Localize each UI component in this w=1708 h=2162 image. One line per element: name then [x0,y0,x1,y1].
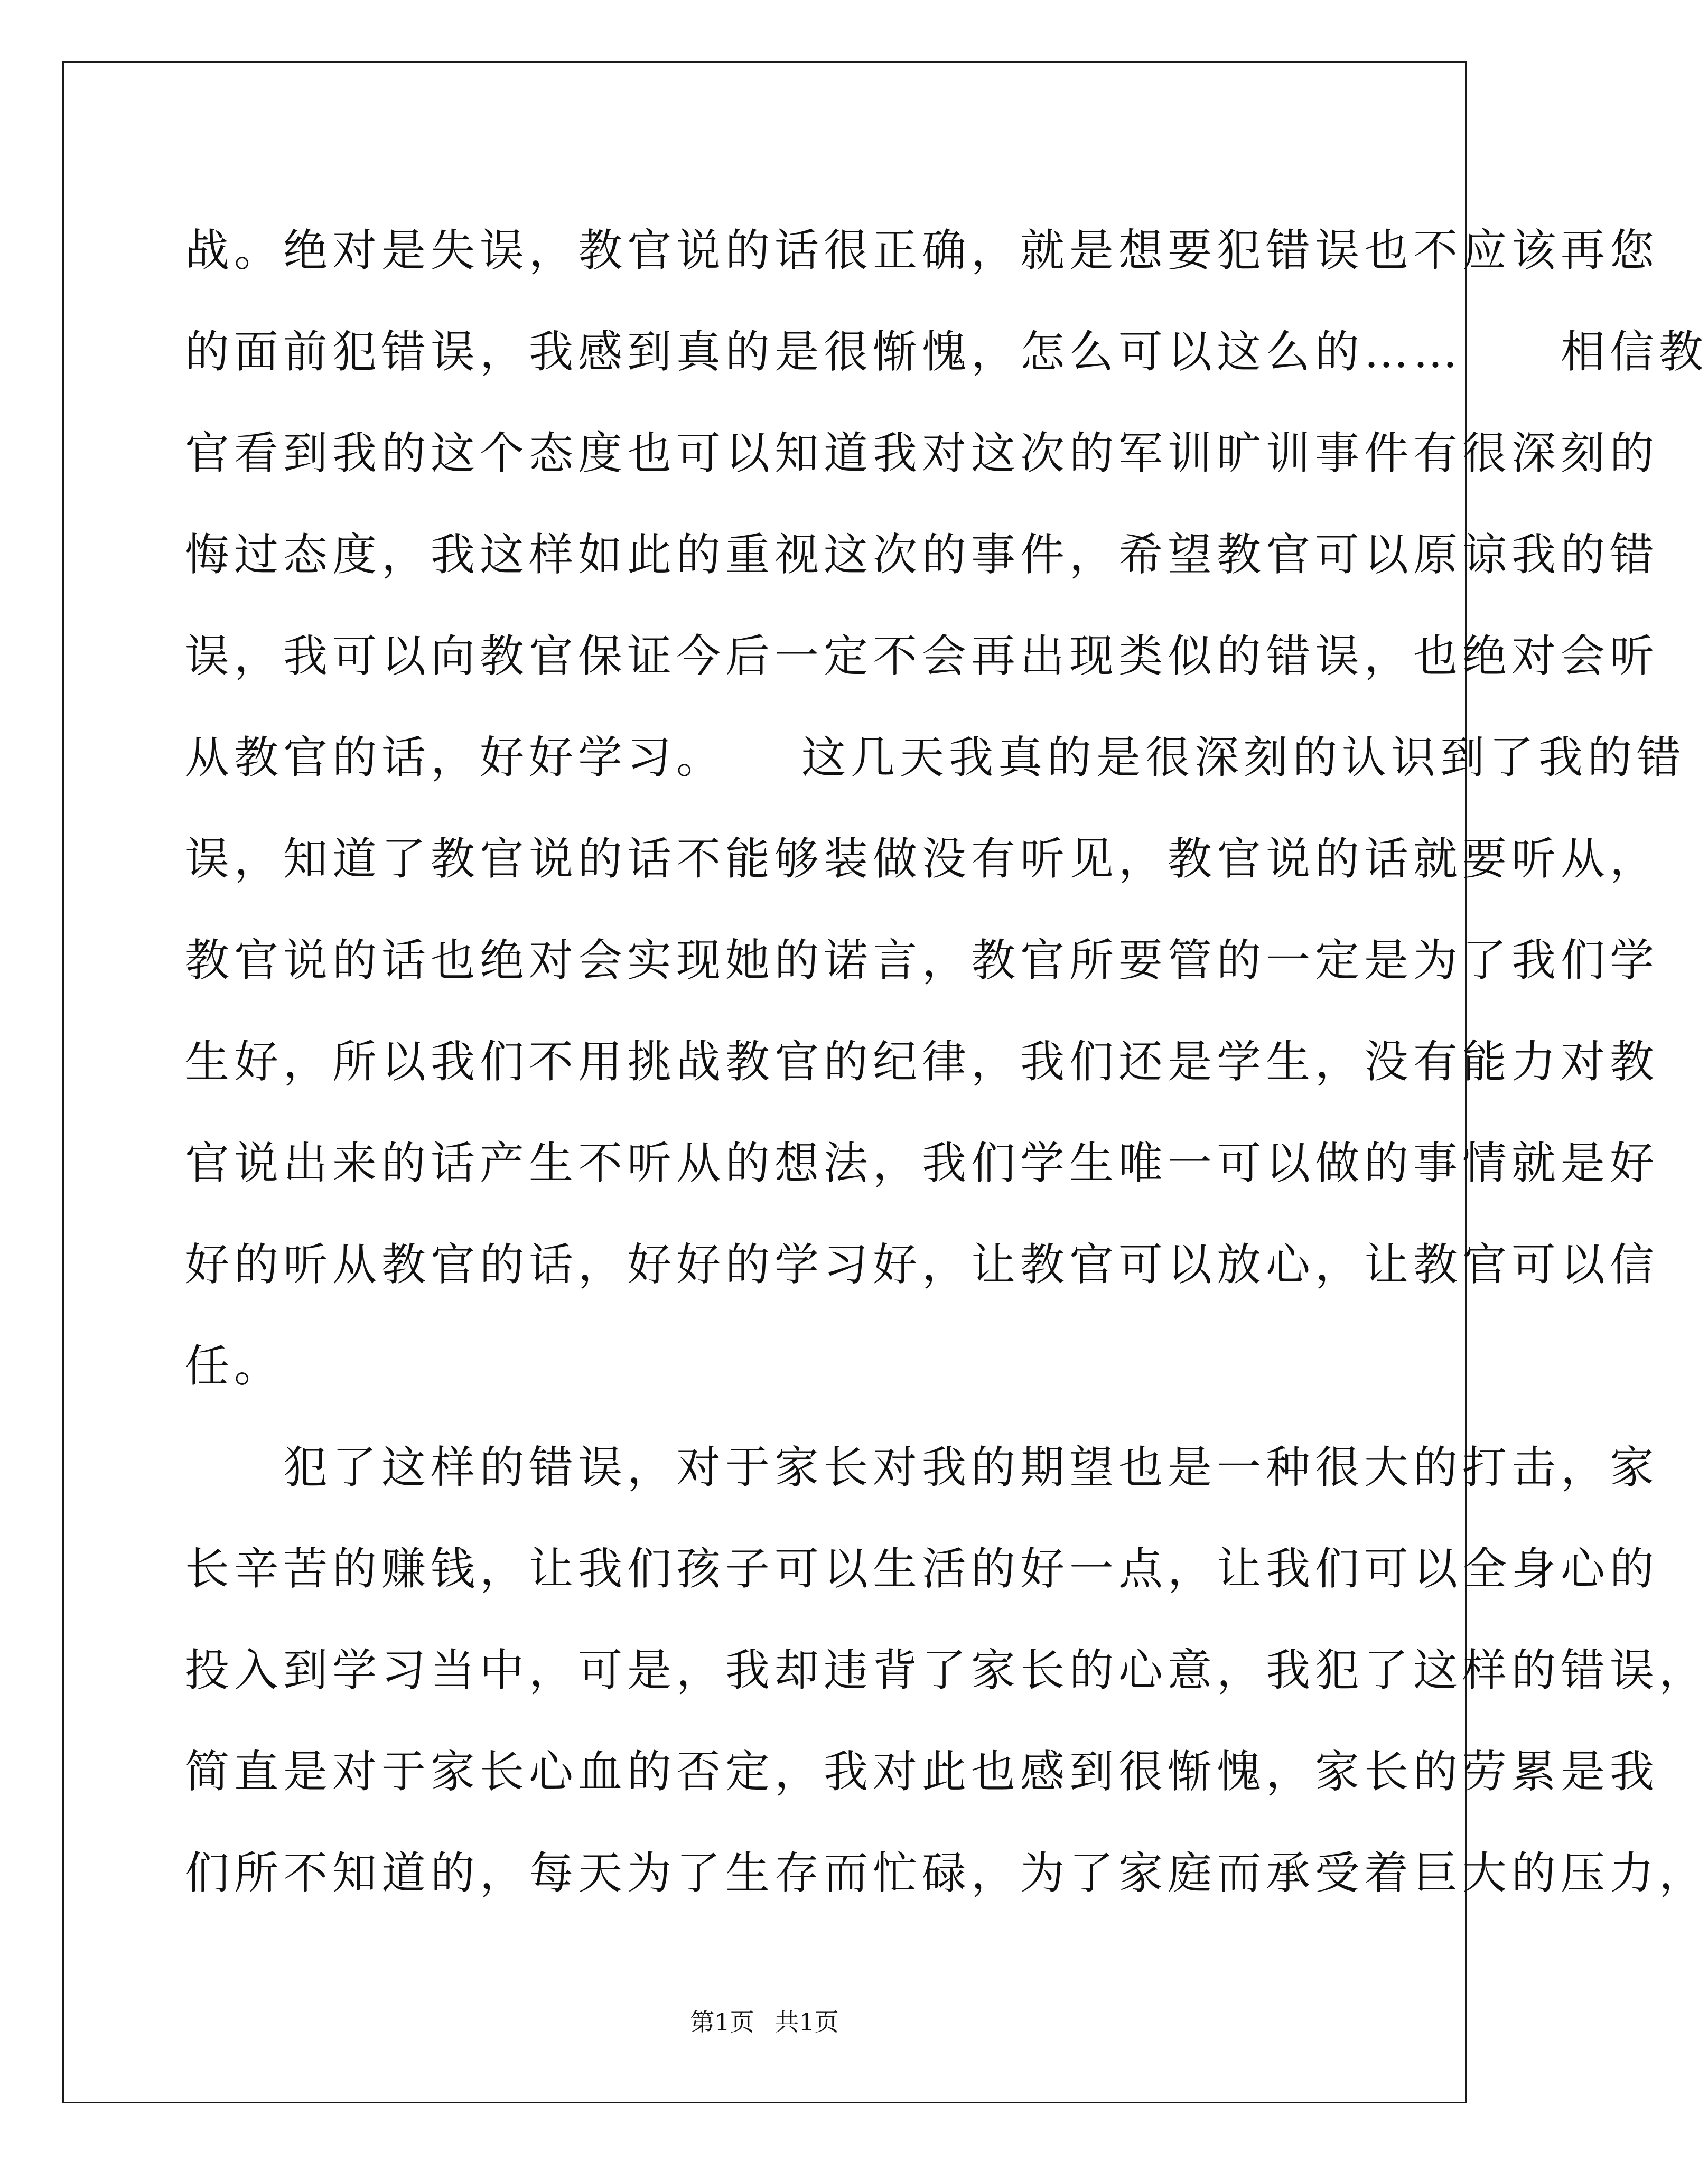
text-line: 误，知道了教官说的话不能够装做没有听见，教官说的话就要听从， [185,833,1659,885]
text-line: 好的听从教官的话，好好的学习好，让教官可以放心，让教官可以信 [185,1239,1659,1290]
text-line: 官看到我的这个态度也可以知道我对这次的军训旷训事件有很深刻的 [185,427,1659,479]
page-footer [0,2006,1529,2038]
text-line: 的面前犯错误，我感到真的是很惭愧，怎么可以这么的…… 相信教 [185,326,1708,378]
page-total: 共1页 [774,2008,839,2036]
document-body [185,200,1708,1924]
text-line: 任。 [185,1340,284,1392]
text-line: 悔过态度，我这样如此的重视这次的事件，希望教官可以原谅我的错 [185,529,1659,581]
text-line: 们所不知道的，每天为了生存而忙碌，为了家庭而承受着巨大的压力， [185,1847,1708,1899]
text-line: 生好，所以我们不用挑战教官的纪律，我们还是学生，没有能力对教 [185,1036,1659,1088]
text-line: 官说出来的话产生不听从的想法，我们学生唯一可以做的事情就是好 [185,1137,1659,1189]
text-line: 战。绝对是失误，教官说的话很正确，就是想要犯错误也不应该再您 [185,224,1659,276]
text-line: 长辛苦的赚钱，让我们孩子可以生活的好一点，让我们可以全身心的 [185,1543,1659,1595]
text-line: 从教官的话，好好学习。 这几天我真的是很深刻的认识到了我的错 [185,732,1686,783]
page-number: 第1页 [690,2008,754,2036]
text-line: 投入到学习当中，可是，我却违背了家长的心意，我犯了这样的错误， [185,1644,1708,1696]
text-line: 误，我可以向教官保证今后一定不会再出现类似的错误，也绝对会听 [185,630,1659,682]
text-line: 犯了这样的错误，对于家长对我的期望也是一种很大的打击，家 [185,1442,1659,1493]
text-line: 教官说的话也绝对会实现她的诺言，教官所要管的一定是为了我们学 [185,934,1659,986]
text-line: 简直是对于家长心血的否定，我对此也感到很惭愧，家长的劳累是我 [185,1746,1659,1798]
